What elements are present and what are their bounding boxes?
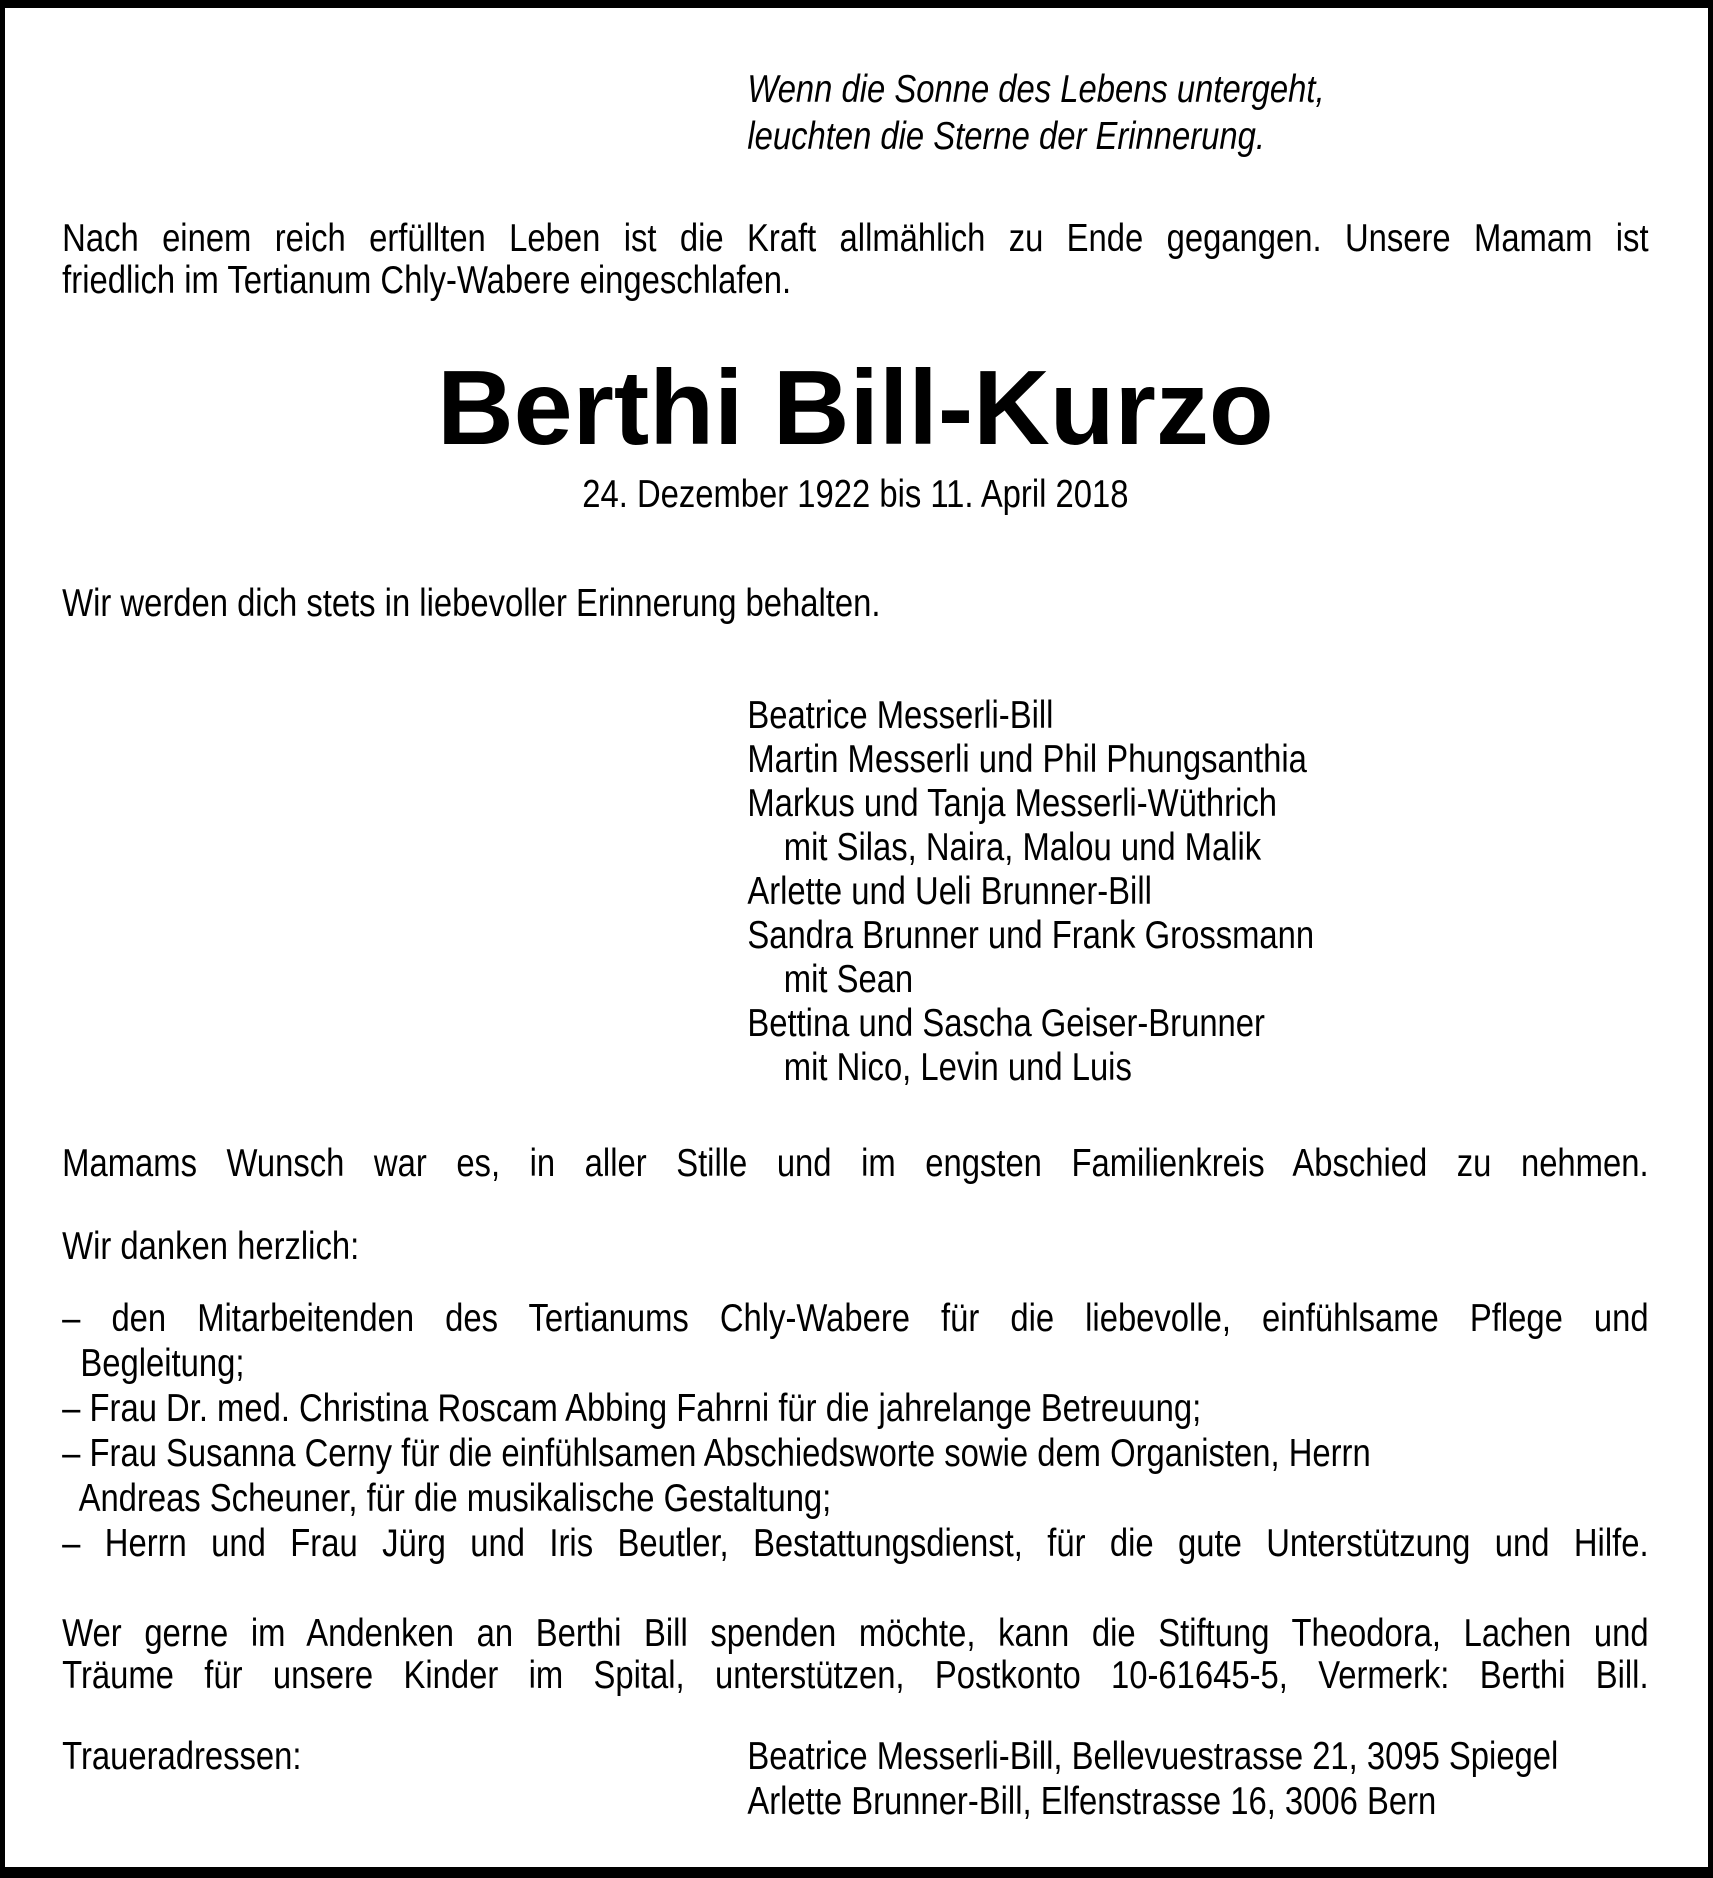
text-line: mit Nico, Levin und Luis [747, 1046, 1132, 1089]
thanks-item-line: – Frau Dr. med. Christina Roscam Abbing Fahrni für die jahrelange Betreuung; [62, 1387, 1202, 1430]
text-line: Martin Messerli und Phil Phungsanthia [747, 738, 1307, 781]
text-line: Arlette und Ueli Brunner-Bill [747, 870, 1152, 913]
text-line: Beatrice Messerli-Bill, Bellevuestrasse 21, 3095 Spiegel [747, 1735, 1559, 1778]
death-notice-content [5, 66, 1706, 1824]
thanks-list [62, 1296, 1648, 1566]
mourning-addresses-row [62, 1734, 1648, 1824]
text-line: friedlich im Tertianum Chly-Wabere eingeschlafen. [62, 259, 792, 302]
thanks-item-line: – Herrn und Frau Jürg und Iris Beutler, Bestattungsdienst, für die gute Unterstützung und Hilfe. [62, 1522, 1649, 1565]
text-line: Arlette Brunner-Bill, Elfenstrasse 16, 3006 Bern [747, 1780, 1437, 1823]
text-line: Beatrice Messerli-Bill [747, 694, 1054, 737]
mourning-address-list [747, 1734, 1648, 1824]
wish-line: Mamams Wunsch war es, in aller Stille und im engsten Familienkreis Abschied zu nehmen. [62, 1142, 1649, 1185]
deceased-name: Berthi Bill-Kurzo [437, 349, 1274, 467]
thanks-item-line: Begleitung; [62, 1342, 245, 1385]
text-line: mit Sean [747, 958, 914, 1001]
mourning-label: Traueradressen: [62, 1735, 302, 1778]
epigraph-line: leuchten die Sterne der Erinnerung. [747, 115, 1265, 158]
epigraph-line: Wenn die Sonne des Lebens untergeht, [747, 68, 1325, 111]
thanks-item-line: – den Mitarbeitenden des Tertianums Chly-Wabere für die liebevolle, einfühlsame Pflege und [62, 1297, 1649, 1340]
life-dates: 24. Dezember 1922 bis 11. April 2018 [582, 473, 1129, 516]
donation-paragraph [62, 1613, 1648, 1697]
intro-paragraph [62, 218, 1648, 302]
text-line: Markus und Tanja Messerli-Wüthrich [747, 782, 1277, 825]
text-line: Träume für unsere Kinder im Spital, unterstützen, Postkonto 10-61645-5, Vermerk: Berthi Bill. [62, 1654, 1649, 1697]
text-line: mit Silas, Naira, Malou und Malik [747, 826, 1262, 869]
family-list [747, 694, 1648, 1090]
thanks-item-line: – Frau Susanna Cerny für die einfühlsamen Abschiedsworte sowie dem Organisten, Herrn [62, 1432, 1371, 1475]
remembrance-line: Wir werden dich stets in liebevoller Erinnerung behalten. [62, 582, 881, 625]
text-line: Bettina und Sascha Geiser-Brunner [747, 1002, 1265, 1045]
thanks-item-line: Andreas Scheuner, für die musikalische Gestaltung; [62, 1477, 832, 1520]
text-line: Sandra Brunner und Frank Grossmann [747, 914, 1315, 957]
text-line: Nach einem reich erfüllten Leben ist die Kraft allmählich zu Ende gegangen. Unsere Mamam ist [62, 217, 1649, 260]
text-line: Wer gerne im Andenken an Berthi Bill spenden möchte, kann die Stiftung Theodora, Lachen und [62, 1612, 1649, 1655]
epigraph [747, 66, 1648, 160]
thanks-heading: Wir danken herzlich: [62, 1225, 360, 1268]
